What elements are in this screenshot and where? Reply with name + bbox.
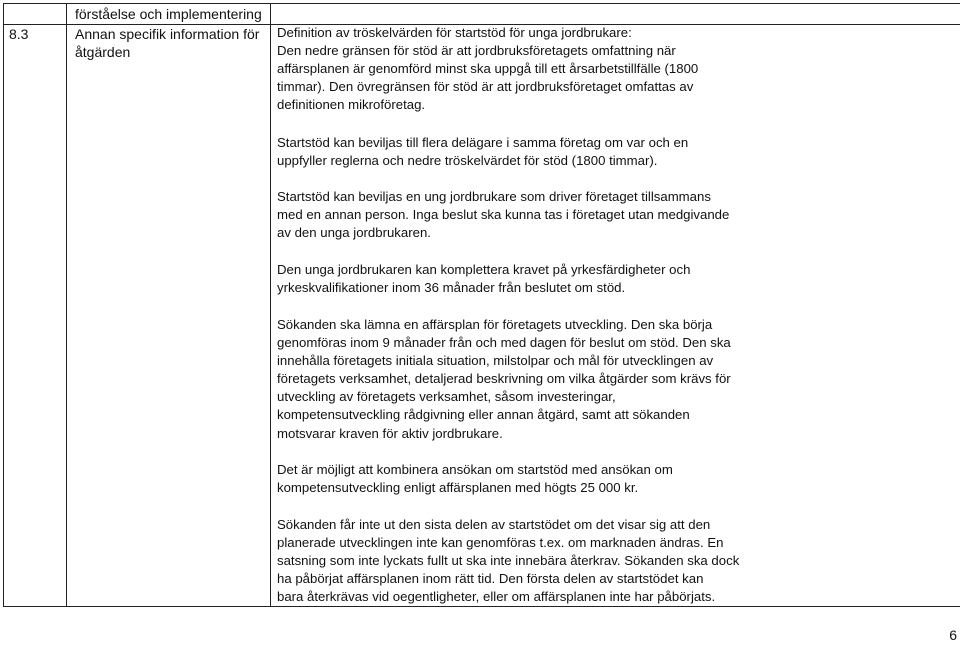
paragraph-delagare	[277, 134, 688, 170]
text-line: Det är möjligt att kombinera ansökan om startstöd med ansökan om	[277, 462, 673, 477]
previous-row-label: förståelse och implementering	[75, 6, 262, 22]
text-line: Den unga jordbrukaren kan komplettera kravet på yrkesfärdigheter och	[277, 262, 691, 277]
text-line: kompetensutveckling enligt affärsplanen med högts 25 000 kr.	[277, 480, 639, 496]
column-divider-2	[270, 3, 271, 607]
text-line: företagets verksamhet, detaljerad beskrivning om vilka åtgärder som krävs för	[277, 371, 731, 387]
text-line: affärsplanen är genomförd minst ska uppgå till ett årsarbetstillfälle (1800	[277, 61, 699, 77]
text-line: bara återkrävas vid oegentligheter, eller om affärsplanen inte har påbörjats.	[277, 589, 716, 605]
text-line: Sökanden får inte ut den sista delen av startstödet om det visar sig att den	[277, 517, 711, 532]
text-line: innehålla företagets initiala situation, milstolpar och mål för utvecklingen av	[277, 353, 714, 369]
text-line: ha påbörjat affärsplanen inom rätt tid. Den första delen av startstödet kan	[277, 571, 704, 587]
text-line: genomföras inom 9 månader från och med dagen för beslut om stöd. Den ska	[277, 335, 731, 351]
paragraph-kombinera	[277, 461, 673, 497]
text-line: kompetensutveckling rådgivning eller annan åtgärd, samt att sökanden	[277, 407, 690, 423]
section-number: 8.3	[9, 26, 29, 42]
text-line: definitionen mikroföretag.	[277, 97, 426, 113]
paragraph-tillsammans	[277, 188, 729, 242]
text-line: satsning som inte lyckats fullt ut ska inte innebära återkrav. Sökanden ska dock	[277, 553, 740, 569]
text-line: Startstöd kan beviljas en ung jordbrukare som driver företaget tillsammans	[277, 189, 711, 204]
text-line: Sökanden ska lämna en affärsplan för företagets utveckling. Den ska börja	[277, 317, 713, 332]
table-border-top	[3, 3, 960, 4]
text-line: uppfyller reglerna och nedre tröskelvärdet för stöd (1800 timmar).	[277, 153, 658, 169]
section-label-line-2: åtgärden	[75, 44, 131, 60]
page-number: 6	[949, 627, 957, 643]
paragraph-aterkrav	[277, 516, 739, 606]
text-line: motsvarar kraven för aktiv jordbrukare.	[277, 425, 503, 441]
text-line: timmar). Den övregränsen för stöd är att jordbruksföretaget omfattas av	[277, 79, 694, 95]
text-line: Den nedre gränsen för stöd är att jordbruksföretagets omfattning när	[277, 43, 676, 59]
paragraph-affarsplan	[277, 316, 731, 443]
text-line: Startstöd kan beviljas till flera delägare i samma företag om var och en	[277, 135, 689, 150]
text-line: med en annan person. Inga beslut ska kunna tas i företaget utan medgivande	[277, 207, 730, 223]
text-line: yrkeskvalifikationer inom 36 månader från beslutet om stöd.	[277, 280, 626, 296]
text-line: av den unga jordbrukaren.	[277, 225, 431, 241]
text-line: utveckling av företagets verksamhet, såsom investeringar,	[277, 389, 616, 405]
text-line: Definition av tröskelvärden för startstöd för unga jordbrukare:	[277, 25, 632, 40]
column-divider-1	[66, 3, 67, 607]
section-label-line-1: Annan specifik information för	[75, 26, 260, 42]
text-line: planerade utvecklingen inte kan genomföras t.ex. om marknaden ändras. En	[277, 535, 724, 551]
paragraph-yrkesfardigheter	[277, 261, 690, 297]
paragraph-definition	[277, 24, 698, 114]
table-border-left	[3, 3, 4, 607]
